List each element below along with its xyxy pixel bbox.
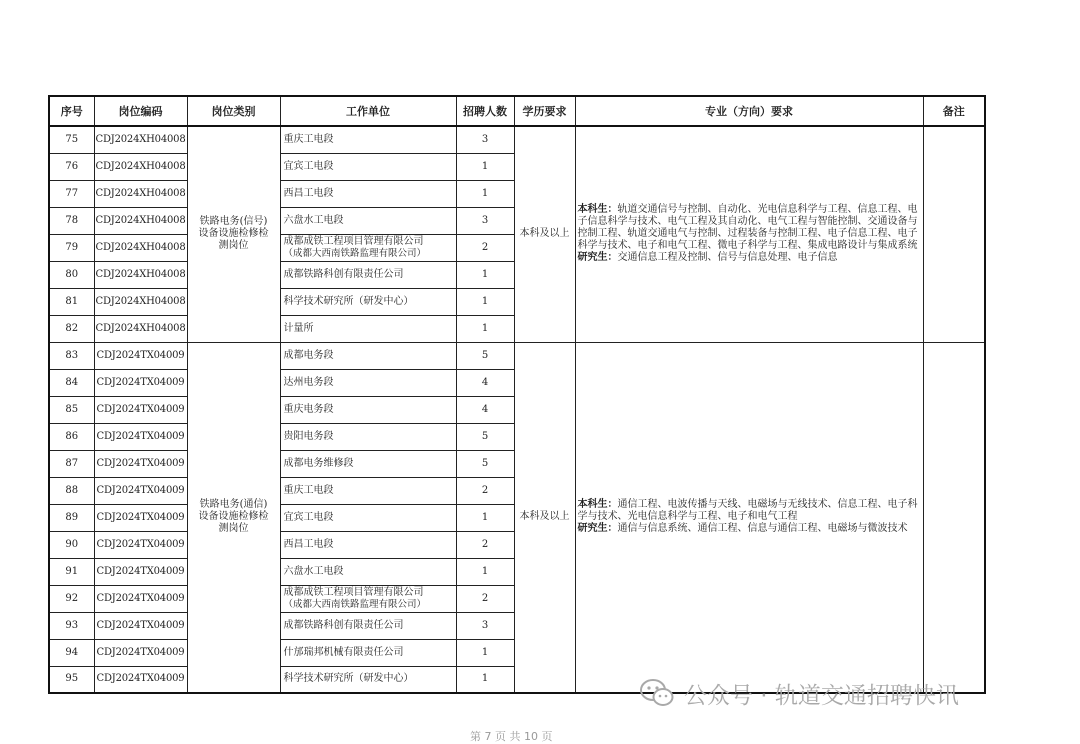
table-header	[49, 96, 985, 126]
unit-cell	[280, 477, 456, 504]
page-footer: 第 7 页 共 10 页	[470, 730, 553, 743]
seq-cell: 76	[49, 153, 94, 180]
unit-line: 成都电务维修段	[283, 457, 354, 469]
major-text: 轨道交通信号与控制、自动化、光电信息科学与工程、信息工程、电子信息科学与技术、电气工程及其自动化、电气工程与智能控制、交通设备与控制工程、轨道交通电气与控制、过程装备与控制工程、电子信息工程、电子科学与技术、电子和电气工程、微电子科学与工程、集成电路设计与集成系统	[577, 204, 918, 252]
unit-cell	[280, 423, 456, 450]
category-cell	[187, 126, 280, 342]
unit-line: 科学技术研究所（研发中心）	[283, 295, 414, 307]
wechat-icon	[640, 678, 674, 708]
unit-line: 宜宾工电段	[283, 511, 334, 523]
unit-line: 贵阳电务段	[283, 430, 334, 442]
major-paragraph	[578, 523, 921, 535]
count-cell: 5	[456, 450, 514, 477]
education-cell: 本科及以上	[514, 342, 575, 693]
count-cell: 4	[456, 396, 514, 423]
count-cell: 1	[456, 261, 514, 288]
code-cell: CDJ2024XH04008	[94, 153, 187, 180]
education-cell: 本科及以上	[514, 126, 575, 342]
count-cell: 2	[456, 531, 514, 558]
unit-cell	[280, 612, 456, 639]
unit-cell	[280, 126, 456, 153]
seq-cell: 75	[49, 126, 94, 153]
unit-cell	[280, 153, 456, 180]
major-label: 研究生：	[577, 252, 618, 264]
unit-cell	[280, 207, 456, 234]
code-cell: CDJ2024XH04008	[94, 261, 187, 288]
unit-line: 成都铁路科创有限责任公司	[283, 268, 404, 280]
seq-cell: 90	[49, 531, 94, 558]
major-paragraph	[578, 204, 921, 252]
seq-cell: 78	[49, 207, 94, 234]
code-cell: CDJ2024TX04009	[94, 558, 187, 585]
seq-cell: 87	[49, 450, 94, 477]
count-cell: 1	[456, 180, 514, 207]
count-cell: 3	[456, 207, 514, 234]
code-cell: CDJ2024TX04009	[94, 504, 187, 531]
table-body	[49, 126, 985, 693]
unit-line: 宜宾工电段	[283, 160, 334, 172]
header-category: 岗位类别	[187, 96, 280, 126]
count-cell: 1	[456, 288, 514, 315]
count-cell: 2	[456, 234, 514, 261]
count-cell: 1	[456, 558, 514, 585]
unit-cell	[280, 261, 456, 288]
count-cell: 1	[456, 504, 514, 531]
category-line: 设备设施检修检	[198, 511, 269, 523]
unit-cell	[280, 531, 456, 558]
count-cell: 1	[456, 315, 514, 342]
code-cell: CDJ2024XH04008	[94, 180, 187, 207]
category-cell	[187, 342, 280, 693]
code-cell: CDJ2024TX04009	[94, 531, 187, 558]
code-cell: CDJ2024TX04009	[94, 369, 187, 396]
count-cell: 2	[456, 477, 514, 504]
table-row	[49, 126, 985, 153]
unit-line: 成都成铁工程项目管理有限公司	[283, 235, 424, 247]
seq-cell: 83	[49, 342, 94, 369]
count-cell: 3	[456, 612, 514, 639]
seq-cell: 86	[49, 423, 94, 450]
code-cell: CDJ2024XH04008	[94, 207, 187, 234]
watermark-text: 公众号 · 轨道交通招聘快讯	[684, 682, 959, 709]
unit-cell	[280, 558, 456, 585]
seq-cell: 92	[49, 585, 94, 612]
code-cell: CDJ2024TX04009	[94, 396, 187, 423]
unit-line: 科学技术研究所（研发中心）	[283, 673, 414, 685]
table-row	[49, 342, 985, 369]
major-paragraph	[578, 252, 921, 264]
unit-cell	[280, 639, 456, 666]
unit-line: 重庆工电段	[283, 484, 334, 496]
category-line: 测岗位	[218, 523, 249, 535]
seq-cell: 81	[49, 288, 94, 315]
unit-line: 成都成铁工程项目管理有限公司	[283, 586, 424, 598]
unit-cell	[280, 288, 456, 315]
header-education: 学历要求	[514, 96, 575, 126]
seq-cell: 77	[49, 180, 94, 207]
code-cell: CDJ2024TX04009	[94, 666, 187, 693]
code-cell: CDJ2024XH04008	[94, 315, 187, 342]
unit-line: 计量所	[283, 322, 314, 334]
code-cell: CDJ2024TX04009	[94, 639, 187, 666]
unit-cell	[280, 342, 456, 369]
count-cell: 2	[456, 585, 514, 612]
unit-line: 达州电务段	[283, 376, 334, 388]
remark-cell	[923, 342, 985, 693]
category-line: 设备设施检修检	[198, 228, 269, 240]
seq-cell: 82	[49, 315, 94, 342]
code-cell: CDJ2024XH04008	[94, 234, 187, 261]
code-cell: CDJ2024TX04009	[94, 423, 187, 450]
header-count: 招聘人数	[456, 96, 514, 126]
header-remark: 备注	[923, 96, 985, 126]
count-cell: 5	[456, 423, 514, 450]
unit-line: 重庆电务段	[283, 403, 334, 415]
unit-cell	[280, 234, 456, 261]
header-major: 专业（方向）要求	[575, 96, 923, 126]
unit-cell	[280, 180, 456, 207]
unit-line: 西昌工电段	[283, 187, 334, 199]
category-line: 铁路电务(信号)	[199, 216, 268, 228]
seq-cell: 94	[49, 639, 94, 666]
major-label: 本科生：	[577, 499, 618, 511]
seq-cell: 84	[49, 369, 94, 396]
major-label: 研究生：	[577, 523, 618, 535]
watermark	[640, 673, 959, 713]
seq-cell: 93	[49, 612, 94, 639]
unit-line: 成都电务段	[283, 349, 334, 361]
major-cell	[575, 342, 923, 693]
code-cell: CDJ2024TX04009	[94, 585, 187, 612]
category-line: 铁路电务(通信)	[199, 499, 268, 511]
seq-cell: 89	[49, 504, 94, 531]
count-cell: 5	[456, 342, 514, 369]
unit-line: 西昌工电段	[283, 538, 334, 550]
major-paragraph	[578, 499, 921, 523]
unit-cell	[280, 585, 456, 612]
seq-cell: 79	[49, 234, 94, 261]
unit-cell	[280, 369, 456, 396]
major-text: 交通信息工程及控制、信号与信息处理、电子信息	[617, 252, 838, 264]
unit-cell	[280, 450, 456, 477]
unit-line: 什邡瑞邦机械有限责任公司	[283, 646, 404, 658]
unit-line: 六盘水工电段	[283, 214, 344, 226]
code-cell: CDJ2024TX04009	[94, 612, 187, 639]
seq-cell: 88	[49, 477, 94, 504]
unit-line: 六盘水工电段	[283, 565, 344, 577]
recruitment-table	[48, 95, 986, 694]
unit-cell	[280, 315, 456, 342]
seq-cell: 95	[49, 666, 94, 693]
unit-line: 成都铁路科创有限责任公司	[283, 619, 404, 631]
count-cell: 4	[456, 369, 514, 396]
major-cell	[575, 126, 923, 342]
count-cell: 3	[456, 126, 514, 153]
unit-cell	[280, 666, 456, 693]
header-unit: 工作单位	[280, 96, 456, 126]
major-label: 本科生：	[577, 204, 618, 216]
count-cell: 1	[456, 639, 514, 666]
header-seq: 序号	[49, 96, 94, 126]
category-line: 测岗位	[218, 240, 249, 252]
count-cell: 1	[456, 666, 514, 693]
unit-cell	[280, 396, 456, 423]
code-cell: CDJ2024TX04009	[94, 342, 187, 369]
remark-cell	[923, 126, 985, 342]
seq-cell: 85	[49, 396, 94, 423]
seq-cell: 80	[49, 261, 94, 288]
major-text: 通信与信息系统、通信工程、信息与通信工程、电磁场与微波技术	[617, 523, 908, 535]
unit-line: （成都大西南铁路监理有限公司）	[283, 598, 427, 610]
unit-line: （成都大西南铁路监理有限公司）	[283, 247, 427, 259]
code-cell: CDJ2024XH04008	[94, 288, 187, 315]
code-cell: CDJ2024TX04009	[94, 450, 187, 477]
count-cell: 1	[456, 153, 514, 180]
major-text: 通信工程、电波传播与天线、电磁场与无线技术、信息工程、电子科学与技术、光电信息科学与工程、电子和电气工程	[577, 499, 918, 523]
seq-cell: 91	[49, 558, 94, 585]
header-code: 岗位编码	[94, 96, 187, 126]
unit-cell	[280, 504, 456, 531]
code-cell: CDJ2024TX04009	[94, 477, 187, 504]
code-cell: CDJ2024XH04008	[94, 126, 187, 153]
unit-line: 重庆工电段	[283, 133, 334, 145]
